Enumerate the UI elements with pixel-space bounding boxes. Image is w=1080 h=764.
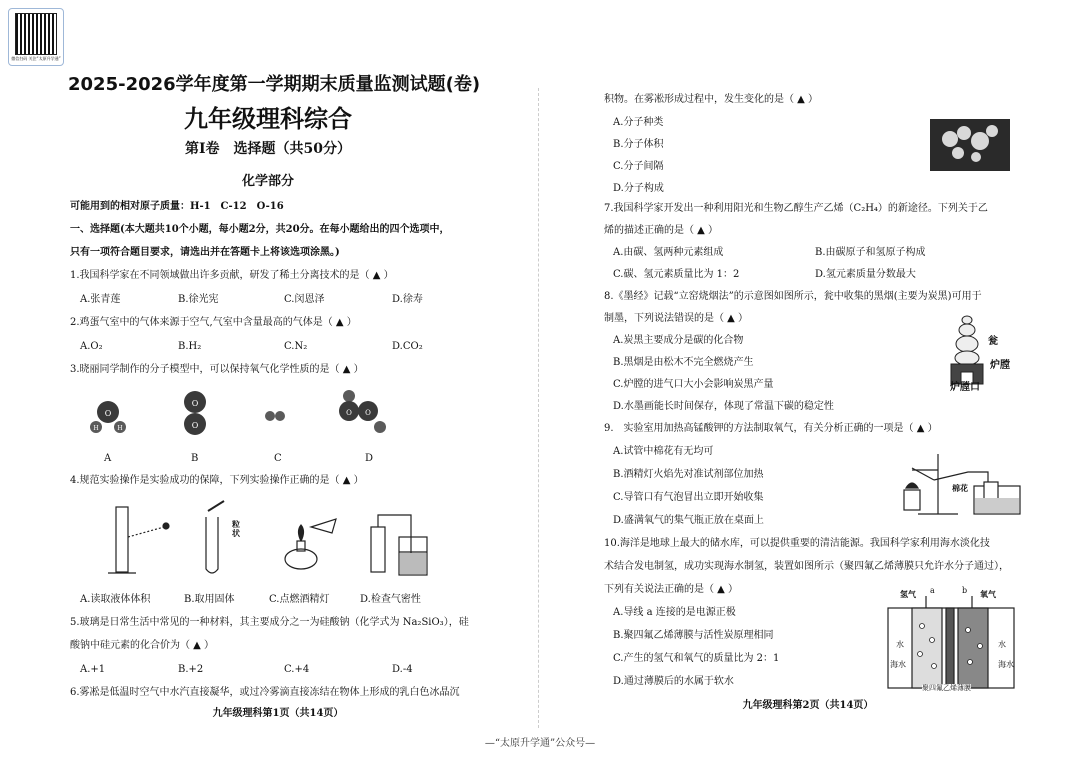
q10-label-b: b [962, 586, 968, 595]
q10-label-a: a [930, 586, 935, 595]
q3-option-c: C [274, 453, 282, 464]
q8-stem-line-2: 制墨，下列说法错误的是（ ▲ ） [604, 313, 749, 324]
bottom-note: —“太原升学通”公众号— [484, 738, 596, 749]
q6-option-d: D.分子构成 [613, 183, 664, 194]
q10-label-water-right: 水 [998, 640, 1006, 649]
q6-continued-stem: 积物。在雾凇形成过程中，发生变化的是（ ▲ ） [604, 94, 819, 105]
q1-stem: 1.我国科学家在不同领域做出许多贡献，研发了稀土分离技术的是（ ▲ ） [70, 270, 394, 281]
instructions-line-1: 一、选择题(本大题共10个小题，每小题2分，共20分。在每小题给出的四个选项中， [70, 224, 450, 235]
molecule-d [339, 390, 386, 433]
q4-option-c: C.点燃酒精灯 [269, 594, 330, 605]
instructions-line-2: 只有一项符合题目要求，请选出并在答题卡上将该选项涂黑。) [70, 247, 340, 258]
q4-label-zhuang: 状 [232, 528, 240, 538]
q7-option-d: D.氢元素质量分数最大 [815, 269, 916, 280]
svg-text:H: H [93, 425, 99, 432]
svg-text:H: H [117, 425, 123, 432]
kiln-diagram [945, 314, 995, 388]
q4-label-keli: 粒 [232, 519, 240, 529]
q3-option-d: D [365, 453, 374, 464]
q4-stem: 4.规范实验操作是实验成功的保障，下列实验操作正确的是（ ▲ ） [70, 475, 364, 486]
part-title: 化学部分 [241, 174, 295, 189]
graduated-cylinder-drawing [108, 507, 169, 573]
q10-stem-line-3: 下列有关说法正确的是（ ▲ ） [604, 584, 739, 595]
q8-option-a: A.炭黑主要成分是碳的化合物 [613, 335, 744, 346]
qr-code-pattern [15, 13, 57, 55]
q10-label-membrane: 聚四氟乙烯薄膜 [922, 684, 971, 692]
atomic-mass-note: 可能用到的相对原子质量：H-1 C-12 O-16 [70, 201, 284, 212]
q5-option-a: A.+1 [80, 664, 106, 675]
q2-option-a: A.O₂ [80, 341, 103, 352]
airtightness-check-drawing [371, 515, 427, 575]
q2-option-d: D.CO₂ [392, 341, 423, 352]
q1-option-b: B.徐光宪 [178, 294, 219, 305]
q10-stem-line-2: 术结合发电制氢，成功实现海水制氢，装置如图所示（聚四氟乙烯薄膜只允许水分子通过）， [604, 561, 1009, 572]
q3-option-a: A [104, 453, 112, 464]
section-title: 第Ⅰ卷 选择题（共50分） [184, 141, 352, 157]
test-tube-drawing [206, 501, 224, 573]
q10-label-seawater-left: 海水 [890, 660, 906, 669]
q10-option-d: D.通过薄膜后的水属于软水 [613, 676, 734, 687]
q8-stem-line-1: 8.《墨经》记载“立窑烧烟法”的示意图如图所示，瓮中收集的黑烟(主要为炭黑)可用于 [604, 291, 982, 302]
q3-option-b: B [191, 453, 199, 464]
svg-text:O: O [365, 409, 371, 417]
q9-option-a: A.试管中棉花有无均可 [613, 446, 714, 457]
q6-stem: 6.雾凇是低温时空气中水汽直接凝华，或过冷雾滴直接冻结在物体上形成的乳白色冰晶沉 [70, 687, 460, 698]
qr-code[interactable] [8, 8, 64, 66]
q10-option-c: C.产生的氢气和氧气的质量比为 2：1 [613, 653, 780, 664]
q10-label-h2: 氢气 [900, 589, 916, 599]
lab-operations-figure [96, 497, 436, 582]
q8-option-b: B.黑烟是由松木不完全燃烧产生 [613, 357, 754, 368]
svg-text:O: O [104, 409, 112, 418]
q8-option-c: C.炉膛的进气口大小会影响炭黑产量 [613, 379, 774, 390]
exam-title: 2025-2026学年度第一学期期末质量监测试题(卷) [68, 74, 481, 95]
q7-stem-line-2: 烯的描述正确的是（ ▲ ） [604, 225, 719, 236]
q2-stem: 2.鸡蛋气室中的气体来源于空气,气室中含量最高的气体是（ ▲ ） [70, 317, 357, 328]
q2-option-b: B.H₂ [178, 341, 202, 352]
q5-option-d: D.-4 [392, 664, 413, 675]
q10-option-b: B.聚四氟乙烯薄膜与活性炭原理相同 [613, 630, 774, 641]
q4-option-d: D.检查气密性 [360, 594, 421, 605]
qr-caption: 微信扫码 关注“太原升学通” [11, 56, 61, 61]
q1-option-c: C.闵恩泽 [284, 294, 325, 305]
q10-label-o2: 氧气 [980, 589, 996, 599]
q9-stem: 9. 实验室用加热高锰酸钾的方法制取氧气，有关分析正确的一项是（ ▲ ） [604, 423, 938, 434]
q1-option-d: D.徐寿 [392, 294, 423, 305]
q8-label-weng: 瓮 [988, 336, 998, 347]
svg-text:O: O [191, 421, 199, 430]
q8-label-lutang: 炉膛 [990, 360, 1010, 371]
q10-label-seawater-right: 海水 [998, 660, 1014, 669]
q5-option-b: B.+2 [178, 664, 204, 675]
molecule-b [184, 391, 206, 435]
q7-option-c: C.碳、氢元素质量比为 1：2 [613, 269, 740, 280]
svg-text:O: O [346, 409, 352, 417]
q9-label-mianhua: 棉花 [952, 483, 968, 493]
subject-title: 九年级理科综合 [184, 105, 352, 133]
q2-option-c: C.N₂ [284, 341, 308, 352]
right-page-footer: 九年级理科第2页（共14页） [742, 700, 874, 711]
page-divider [538, 88, 539, 728]
q9-option-c: C.导管口有气泡冒出立即开始收集 [613, 492, 764, 503]
alcohol-lamp-drawing [285, 519, 336, 569]
q8-label-lutangkou: 炉膛口 [950, 382, 980, 393]
q7-option-b: B.由碳原子和氢原子构成 [815, 247, 926, 258]
q5-option-c: C.+4 [284, 664, 310, 675]
q6-option-a: A.分子种类 [613, 117, 664, 128]
q9-option-d: D.盛满氧气的集气瓶正放在桌面上 [613, 515, 764, 526]
q10-label-water-left: 水 [896, 640, 904, 649]
q5-stem-line-1: 5.玻璃是日常生活中常见的一种材料，其主要成分之一为硅酸钠（化学式为 Na₂SiO₃），硅 [70, 617, 469, 628]
q9-option-b: B.酒精灯火焰先对准试剂部位加热 [613, 469, 764, 480]
left-page-footer: 九年级理科第1页（共14页） [212, 708, 344, 719]
oxygen-apparatus-diagram [898, 446, 1028, 518]
q5-stem-line-2: 酸钠中硅元素的化合价为（ ▲ ） [70, 640, 215, 651]
q3-stem: 3.晓丽同学制作的分子模型中，可以保持氧气化学性质的是（ ▲ ） [70, 364, 364, 375]
molecule-a [90, 401, 126, 433]
svg-text:O: O [191, 399, 199, 408]
q10-stem-line-1: 10.海洋是地球上最大的储水库，可以提供重要的清洁能源。我国科学家利用海水淡化技 [604, 538, 990, 549]
molecule-models-figure [70, 382, 430, 448]
q7-option-a: A.由碳、氢两种元素组成 [613, 247, 724, 258]
q4-option-a: A.读取液体体积 [80, 594, 151, 605]
q4-option-b: B.取用固体 [184, 594, 235, 605]
q10-option-a: A.导线 a 连接的是电源正极 [613, 607, 736, 618]
q8-option-d: D.水墨画能长时间保存，体现了常温下碳的稳定性 [613, 401, 834, 412]
molecule-c [265, 411, 285, 421]
q6-option-b: B.分子体积 [613, 139, 664, 150]
rime-photo [930, 119, 1010, 171]
q7-stem-line-1: 7.我国科学家开发出一种利用阳光和生物乙醇生产乙烯（C₂H₄）的新途径。下列关于乙 [604, 203, 988, 214]
q6-option-c: C.分子间隔 [613, 161, 664, 172]
q1-option-a: A.张青莲 [80, 294, 121, 305]
